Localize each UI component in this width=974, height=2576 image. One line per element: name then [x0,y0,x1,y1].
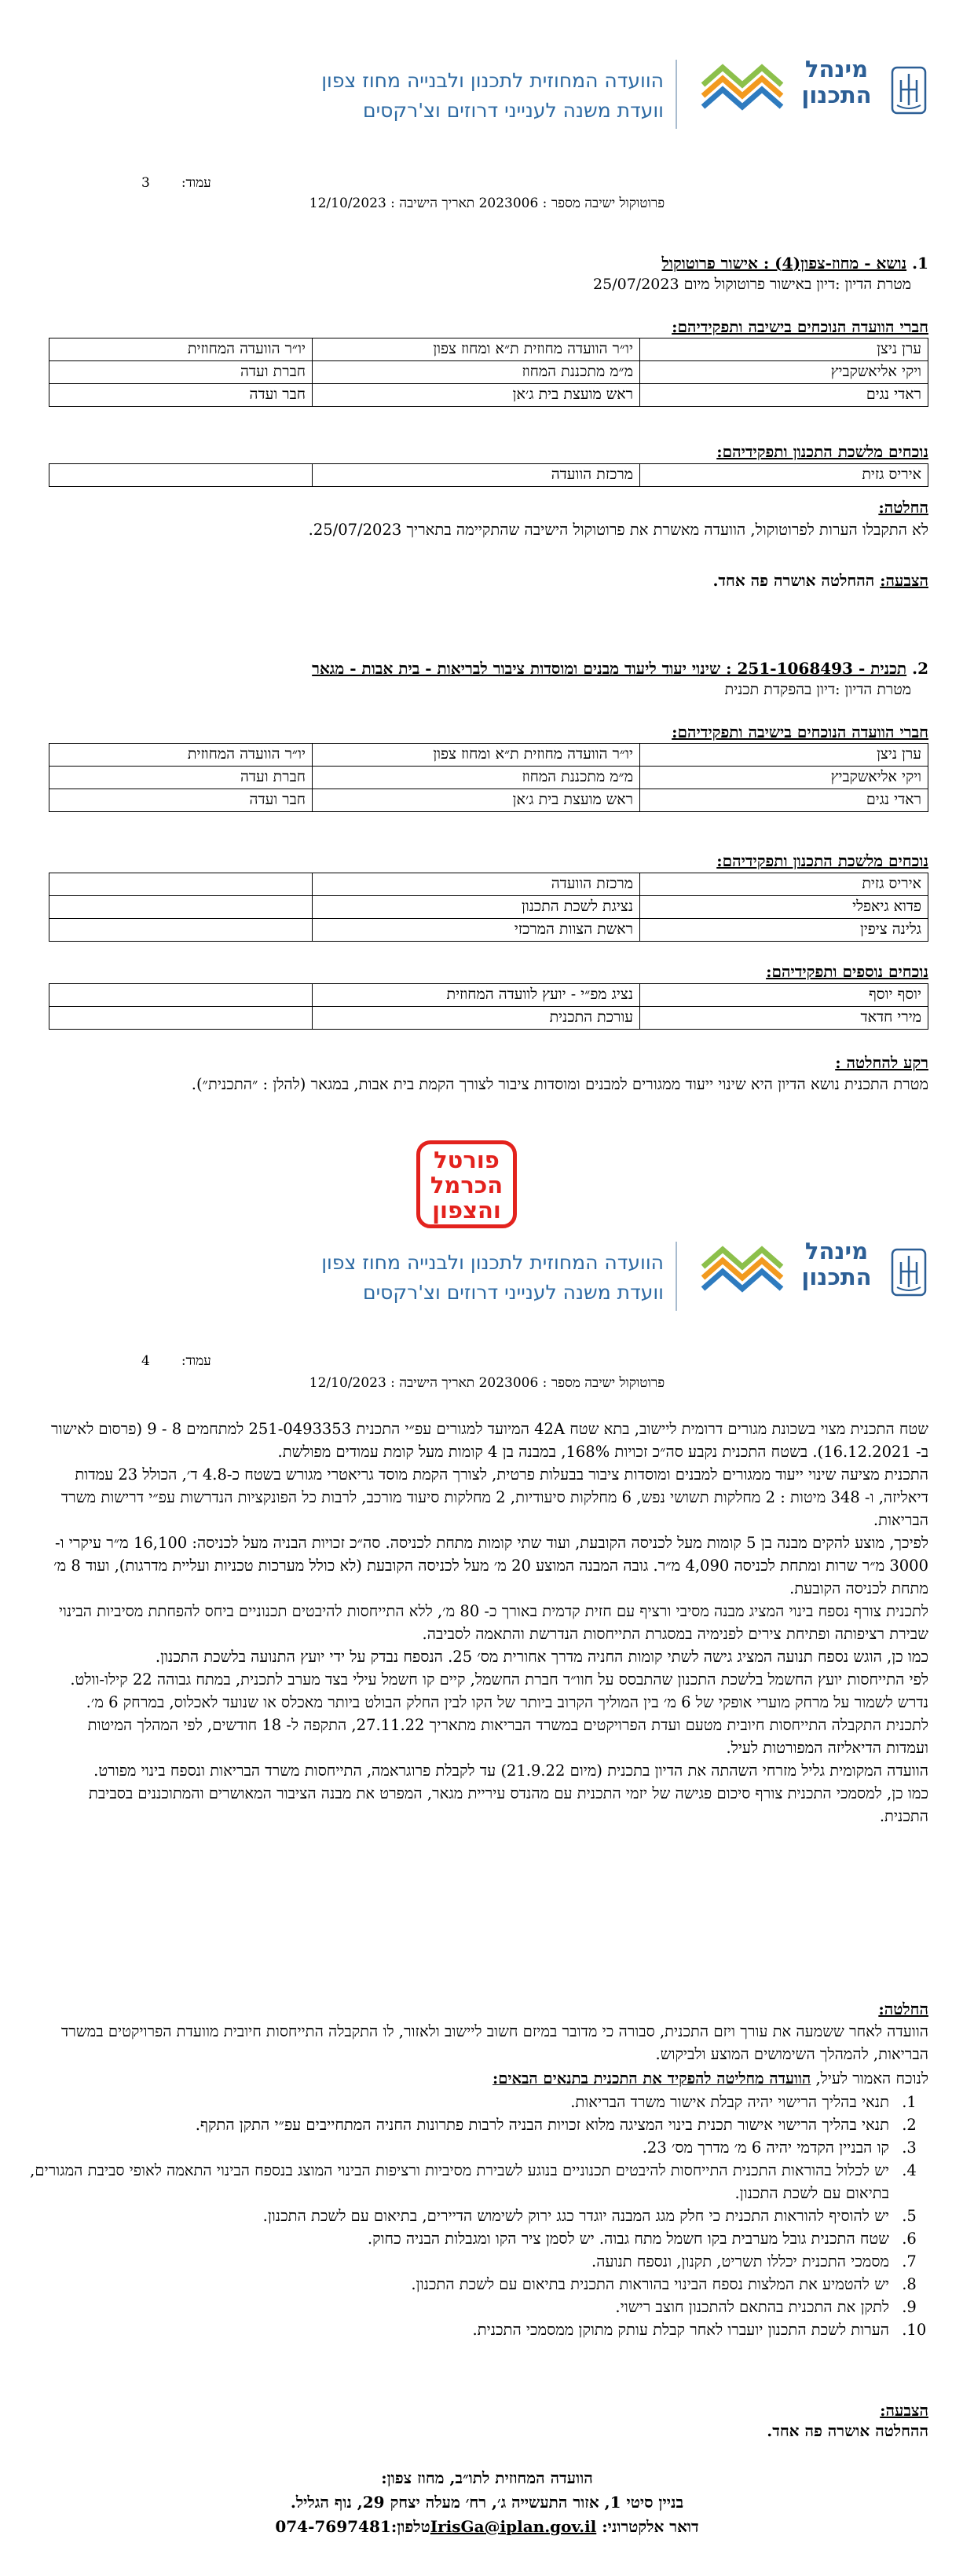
item-2-background-title: רקע להחלטה : [835,1053,928,1072]
committee-role-cell [49,873,313,896]
logo-chevrons-icon [699,61,785,113]
header-separator [676,60,677,129]
person-name-cell: ויקי אליאשקביץ [640,767,928,789]
condition-item: 1. תנאי בהליך הרישוי יהיה קבלת אישור משרד הבריאות. [9,2091,897,2113]
item-2-others-title: נוכחים נוספים ותפקידיהם: [766,962,928,981]
committee-role-cell: יו״ר הוועדה המחוזית [49,338,313,361]
item-2-others-table [49,983,928,1030]
role-cell: יו״ר הוועדה מחוזית ת״א ומחוז צפון [313,744,640,767]
committee-role-cell: חברת ועדה [49,361,313,384]
item-2-vote-text: ההחלטה אושרה פה אחד. [767,2421,928,2440]
item-2-title: תכנית - 251-1068493 : שינוי יעוד ליעוד מבנים ומוסדות ציבור לבריאות - בית אבות - מגאר [312,659,907,678]
condition-item: 3. קו הבניין הקדמי יהיה 6 מ׳ מדרך מס׳ 23. [9,2136,897,2159]
document-page-2 [0,1178,974,2576]
committee-role-cell: חבר ועדה [49,384,313,407]
condition-item: 7. מסמכי התכנית יכללו תשריט, תקנון, ונספח תנועה. [9,2250,897,2273]
item-1-title: נושא - מחוז-צפון(4) : אישור פרוטוקול [661,254,907,273]
committee-role-cell [49,464,313,487]
table-row [49,919,928,942]
role-cell: מ״מ מתכננת המחוז [313,361,640,384]
page-label: עמוד: [181,175,211,191]
protocol-line: פרוטוקול ישיבה מספר : 2023006 תאריך הישיבה : 12/10/2023 [309,196,665,211]
committee-role-cell [49,919,313,942]
page-footer [0,2466,974,2539]
stamp-line-1: פורטל [434,1147,500,1173]
stamp-line-3: והצפון [432,1197,501,1224]
committee-role-cell: יו״ר הוועדה המחוזית [49,744,313,767]
role-cell: ראש מועצת בית ג׳אן [313,384,640,407]
person-name-cell: ערן ניצן [640,338,928,361]
item-2-vote-title: הצבעה: [880,2401,928,2420]
committee-role-cell: חברת ועדה [49,767,313,789]
body-paragraph: לפיכך, מוצע להקים מבנה בן 5 קומות מעל לכניסה הקובעת, ועוד שתי קומות מתחת לכניסה. סה״כ זכויות הבניה מעל לכניסה: 16,100 מ״ר עיקרי ו- 3000 מ״ר שרות ומתחת לכניסה 4,090 מ״ר. גובה המבנה המוצע 20 מ׳ מעל לכניסה הקובעת (לא כולל מערכות טכניות ועליית מדרגות), ועוד 8 מ׳ מתחת לכניסה הקובעת. [53,1534,928,1597]
condition-item: 4. יש לכלול בהוראות התכנית התייחסות להיבטים תכנוניים בנוגע לשבירת מסיביות ורציפות הבינוי המוצג בנספח הבינוי התאמה לאופי סביבת המגורים, בתיאום עם לשכת התכנון. [9,2159,897,2205]
page-number-value: 3 [141,175,150,191]
page-number [141,1352,211,1370]
item-2-staff-title: נוכחים מלשכת התכנון ותפקידיהם: [716,851,928,870]
table-row [49,338,928,361]
table-row [49,464,928,487]
condition-item: 2. תנאי בהליך הרישוי אישור תכנית בינוי המציגה מלוא זכויות הבניה לרבות פתרונות החניה המתחייבים עפ״י התקן התקף. [9,2113,897,2136]
item-1-vote-text: ההחלטה אושרה פה אחד. [712,571,875,590]
item-1-decision-title: החלטה: [878,498,928,517]
logo-chevrons-icon [699,1243,785,1295]
state-emblem-icon [891,66,927,115]
item-1-decision-text: לא התקבלו הערות לפרוטוקול, הוועדה מאשרת את פרוטוקול הישיבה שהתקיימה בתאריך 25/07/2023. [308,521,928,539]
condition-item: 5. יש להוסיף להוראות התכנית כי חלק מגג המבנה יוגדר כגג ירוק לשימוש הדיירים, בתיאום עם לשכת התכנון. [9,2205,897,2227]
committee-role-cell [49,984,313,1007]
subcommittee-title: וועדת משנה לענייני דרוזים וצ'רקסים [363,99,664,122]
role-cell: יו״ר הוועדה מחוזית ת״א ומחוז צפון [313,338,640,361]
item-2-staff-table [49,873,928,942]
phone-number: 074-7697481 [275,2517,391,2536]
table-row [49,873,928,896]
item-2-decision-text: הוועדה לאחר ששמעה את עורך ויזם התכנית, סבורה כי מדובר במיזם חשוב ליישוב ולאזור, לו התקבלה התייחסות חיובית מוועדת הפרויקטים במשרד הבריאות, להמהלך השימושים המוצע ולביקוש. [60,2022,928,2063]
role-cell: נציגת לשכת התכנון [313,896,640,919]
person-name-cell: פדוא גיאפלי [640,896,928,919]
table-row [49,384,928,407]
committee-role-cell [49,1007,313,1030]
email-label: דואר אלקטרוני: [602,2517,699,2536]
table-row [49,1007,928,1030]
condition-item: 6. שטח התכנית גובל מערבית בקו חשמל מתח גבוה. יש לסמן ציר הקו ומגבלות הבניה כחוק. [9,2227,897,2250]
person-name-cell: ראדי נגים [640,789,928,812]
item-2-heading [312,658,928,679]
item-2-members-table [49,743,928,812]
planning-administration-logo [699,1239,880,1301]
planning-administration-logo [699,57,880,119]
table-row [49,896,928,919]
person-name-cell: ערן ניצן [640,744,928,767]
committee-role-cell: חבר ועדה [49,789,313,812]
committee-role-cell [49,896,313,919]
item-2-body [41,1418,928,1828]
logo-line-1: מינהל [804,1238,869,1264]
item-2-decision-title: החלטה: [878,2000,928,2018]
page-label: עמוד: [181,1353,211,1369]
person-name-cell: ראדי נגים [640,384,928,407]
item-1-vote-title: הצבעה: [880,571,928,590]
role-cell: מרכזת הוועדה [313,464,640,487]
item-1-number: 1. [912,254,928,273]
page-header [118,55,927,141]
role-cell: עורכת התכנית [313,1007,640,1030]
body-paragraph: שטח התכנית מצוי בשכונת מגורים דרומית ליישוב, בתא שטח 42A המיועד למגורים עפ״י התכנית 251-0493353 למתחמים 8 - 9 (פרסום לאישור ב- 16.12.2021). בשטח התכנית נקבע סה״כ זכויות 168%, במבנה בן 4 קומות מעל קומת עמודים מפולשת. [50,1420,928,1461]
footer-contact [0,2515,974,2539]
item-1-members-table [49,338,928,407]
item-1-heading [662,253,928,274]
email-link[interactable]: IrisGa@iplan.gov.il [430,2517,597,2536]
decision-lead-bold: הוועדה מחליטה להפקיד את התכנית בתנאים הבאים: [492,2069,811,2088]
conditions-list [9,2091,928,2341]
item-1-purpose: מטרת הדיון :דיון באישור פרוטוקול מיום 25/07/2023 [593,276,911,293]
item-2-purpose: מטרת הדיון :דיון בהפקדת תכנית [724,681,911,698]
person-name-cell: איריס גזית [640,464,928,487]
role-cell: ראש מועצת בית ג׳אן [313,789,640,812]
table-row [49,744,928,767]
body-paragraph: לפי התייחסות יועץ החשמל בלשכת התכנון שהתבסס על חוו״ד חברת החשמל, קיים קו חשמל עילי בצד מערב לתכנית, במתח גבוהה 22 קילו-וולט. נדרש לשמור על מרחק מוערי אופקי של 6 מ׳ בין המוליך הקרוב ביותר של הקו לבין החלק הבולט ביותר מאכלס או שנועד לאכלוס, במרחק 6 מ׳. [70,1670,928,1711]
table-row [49,361,928,384]
item-1-staff-table [49,463,928,487]
protocol-line: פרוטוקול ישיבה מספר : 2023006 תאריך הישיבה : 12/10/2023 [309,1375,665,1391]
item-2-number: 2. [912,659,928,678]
table-row [49,767,928,789]
footer-line-1: הוועדה המחוזית לתו״ב, מחוז צפון: [381,2468,593,2487]
role-cell: ראשת הצוות המרכזי [313,919,640,942]
subcommittee-title: וועדת משנה לענייני דרוזים וצ'רקסים [363,1281,664,1304]
header-separator [676,1242,677,1311]
page-number-value: 4 [141,1353,150,1369]
person-name-cell: גלינה ציפין [640,919,928,942]
logo-line-1: מינהל [804,56,869,82]
table-row [49,984,928,1007]
committee-title: הוועדה המחוזית לתכנון ולבנייה מחוז צפון [321,69,664,92]
role-cell: נציג מפ״י - יועץ לוועדה המחוזית [313,984,640,1007]
body-paragraph: לתכנית התקבלה התייחסות חיובית מטעם ועדת הפרויקטים במשרד הבריאות מתאריך 27.11.22, התקפה ל- 18 חודשים, לפי המהלך המיטות ועמדות הדיאליזה המפורטות לעיל. [87,1716,928,1757]
person-name-cell: ויקי אליאשקביץ [640,361,928,384]
condition-item: 9. לתקן את התכנית בהתאם להתכנון חוצב רישוי. [9,2296,897,2318]
item-1-vote [712,570,928,591]
role-cell: מ״מ מתכננת המחוז [313,767,640,789]
body-paragraph: כמו כן, הוגש נספח תנועה המציג גישה לשתי קומות החניה מדרך אחורית מס׳ 25. הנספח נבדק על ידי יועץ התנועה בלשכת התכנון. [155,1648,928,1666]
page-number [141,174,211,192]
stamp-line-2: הכרמל [430,1172,503,1198]
body-paragraph: כמו כן, למסמכי התכנית צורף סיכום פגישה של יזמי התכנית עם מהנדס עיריית מגאר, המפרט את מבנה הציבור המאושרים והמתוכננים בסביבת התכנית. [88,1784,928,1825]
item-1-members-title: חברי הוועדה הנוכחים בישיבה ותפקידיהם: [672,317,928,336]
condition-item: 8. יש להטמיע את המלצות נספח הבינוי בהוראות התכנית בתיאום עם לשכת התכנון. [9,2273,897,2296]
footer-line-2: בניין סיטי 1, אזור התעשייה ג׳, רח׳ מעלה יצחק 29, נוף הגליל. [290,2493,684,2512]
item-2-members-title: חברי הוועדה הנוכחים בישיבה ותפקידיהם: [672,723,928,741]
logo-line-2: התכנון [801,82,872,108]
item-2-background-text: מטרת התכנית נושא הדיון היא שינוי ייעוד ממגורים למבנים ומוסדות ציבור לצורך הקמת בית אבות, במגאר (להלן : ״התכנית״). [191,1075,928,1093]
table-row [49,789,928,812]
person-name-cell: יוסף יוסף [640,984,928,1007]
body-paragraph: הוועדה המקומית גליל מזרחי השהתה את הדיון בתכנית (מיום 21.9.22) עד לקבלת פרוגראמה, התייחסות משרד הבריאות ונספח בינוי מפורט. [93,1762,928,1780]
document-page-1 [0,0,974,1178]
committee-title: הוועדה המחוזית לתכנון ולבנייה מחוז צפון [321,1251,664,1274]
logo-line-2: התכנון [801,1264,872,1290]
role-cell: מרכזת הוועדה [313,873,640,896]
condition-item: 10. הערות לשכת התכנון יועברו לאחר קבלת עותק מתוקן ממסמכי התכנית. [9,2318,897,2341]
decision-lead-prefix: לנוכח האמור לעיל, [815,2069,928,2088]
state-emblem-icon [891,1248,927,1297]
phone-label: טלפון: [390,2517,430,2536]
person-name-cell: איריס גזית [640,873,928,896]
item-2-decision-lead [41,2067,928,2090]
body-paragraph: לתכנית צורף נספח בינוי המציג מבנה מסיבי ורציף עם חזית קדמית באורך כ- 80 מ׳, ללא התייחסות להיבטים תכנוניים ביחס להפחתת מסיביות הבינוי שבירת רציפותה ופתיחת צירים לפנימיה במסגרת התייחסות הנדרשת והתאמה לסביבה. [58,1602,928,1643]
person-name-cell: מירי חדאד [640,1007,928,1030]
body-paragraph: התכנית מציעה שינוי ייעוד ממגורים למבנים ומוסדות ציבור בבעלות פרטית, לצורך הקמת מוסד גריאטרי מגורש בשטח כ-4.8 ד׳, הכולל 23 עמדות דיאליזה, ו- 348 מיטות : 2 מחלקות תשושי נפש, 6 מחלקות סיעודיות, 2 מחלקות סיעוד מורכב, לרבות כל הפונקציות הנדרשות עפ״י דרישות משרד הבריאות. [60,1465,928,1529]
item-1-staff-title: נוכחים מלשכת התכנון ותפקידיהם: [716,442,928,461]
page-header [118,1237,927,1323]
